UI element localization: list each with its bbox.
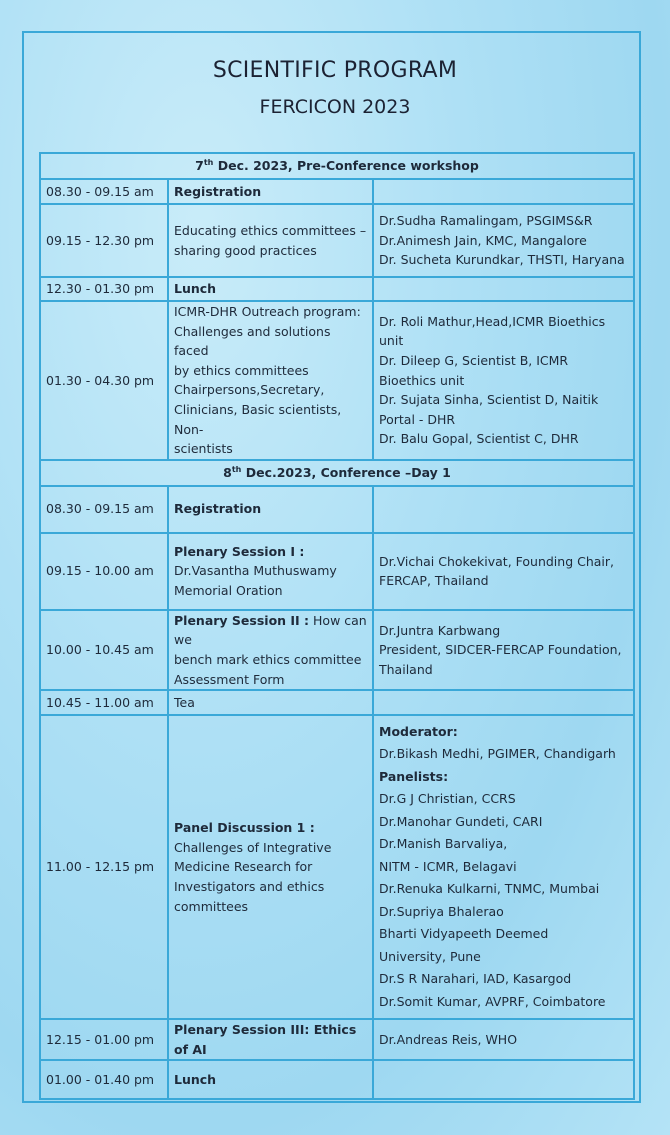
topic-line: Clinicians, Basic scientists, Non- [174, 401, 342, 437]
time-cell: 09.15 - 12.30 pm [40, 204, 168, 277]
speaker-line: Dr. Balu Gopal, Scientist C, DHR [379, 431, 579, 447]
topic-line: Challenges and solutions faced [174, 323, 331, 359]
topic-line: committees [174, 898, 249, 914]
speaker-cell [373, 301, 634, 460]
topic-cell: Plenary Session III: Ethics of AI [168, 1019, 373, 1060]
speaker-cell [373, 179, 634, 204]
speaker-cell [373, 277, 634, 301]
topic-line: Challenges of Integrative [174, 839, 332, 855]
panelist: Dr.Supriya Bhalerao [379, 903, 504, 919]
topic-line: sharing good practices [174, 242, 317, 258]
table-row [40, 179, 634, 204]
speaker-line: Dr. Dileep G, Scientist B, ICMR [379, 352, 569, 368]
topic-cell [168, 610, 373, 690]
moderator-label: Moderator: [379, 723, 458, 739]
section-label: Dec.2023, Conference –Day 1 [241, 464, 451, 480]
topic-cell [168, 301, 373, 460]
table-row [40, 715, 634, 1019]
page-title: SCIENTIFIC PROGRAM [212, 58, 458, 83]
panelist: Dr.G J Christian, CCRS [379, 791, 516, 807]
speaker-line: President, SIDCER-FERCAP Foundation, [379, 642, 622, 658]
topic-line: scientists [174, 441, 233, 457]
panelist: Dr.Manish Barvaliya, [379, 836, 508, 852]
speaker-line: Dr. Sujata Sinha, Scientist D, Naitik [379, 392, 599, 408]
topic-line: Medicine Research for [174, 859, 313, 875]
topic-cell [168, 204, 373, 277]
section-title [40, 153, 634, 179]
time-cell: 01.00 - 01.40 pm [40, 1060, 168, 1099]
time-cell: 10.00 - 10.45 am [40, 610, 168, 690]
topic-line: Assessment Form [174, 671, 285, 687]
panelist: Bharti Vidyapeeth Deemed [379, 926, 549, 942]
speaker-cell [373, 486, 634, 533]
topic-cell [168, 533, 373, 610]
time-cell: 11.00 - 12.15 pm [40, 715, 168, 1019]
topic-line: by ethics committees [174, 362, 309, 378]
topic-line: Educating ethics committees – [174, 222, 367, 238]
page-subtitle: FERCICON 2023 [259, 96, 411, 118]
speaker-cell [373, 610, 634, 690]
table-row [40, 277, 634, 301]
panelist: Dr.Renuka Kulkarni, TNMC, Mumbai [379, 881, 600, 897]
speaker-line: Thailand [379, 661, 433, 677]
section-day-suffix: th [231, 464, 242, 474]
table-row [40, 533, 634, 610]
speaker-line: Portal - DHR [379, 411, 456, 427]
section-title [40, 460, 634, 486]
speaker-cell: Dr.Andreas Reis, WHO [373, 1019, 634, 1060]
table-row [40, 301, 634, 460]
topic-line: Memorial Oration [174, 583, 283, 599]
speaker-line: Dr.Sudha Ramalingam, PSGIMS&R [379, 213, 593, 229]
panelist: Dr.S R Narahari, IAD, Kasargod [379, 971, 572, 987]
speaker-cell [373, 1060, 634, 1099]
time-cell: 08.30 - 09.15 am [40, 179, 168, 204]
speaker-cell [373, 533, 634, 610]
panelist: Dr.Somit Kumar, AVPRF, Coimbatore [379, 993, 606, 1009]
speaker-line: Dr. Roli Mathur,Head,ICMR Bioethics unit [379, 313, 606, 349]
topic-line: Chairpersons,Secretary, [174, 382, 325, 398]
topic-cell: Registration [168, 486, 373, 533]
time-cell: 10.45 - 11.00 am [40, 690, 168, 715]
topic-line: bench mark ethics committee [174, 651, 362, 667]
section-day-suffix: th [203, 158, 214, 168]
section-header-day-1 [40, 460, 634, 486]
time-cell: 09.15 - 10.00 am [40, 533, 168, 610]
speaker-line: FERCAP, Thailand [379, 573, 489, 589]
topic-line-first [174, 611, 367, 650]
topic-cell: Lunch [168, 1060, 373, 1099]
session-title: Plenary Session I : [174, 543, 305, 559]
table-row [40, 204, 634, 277]
speaker-line: Bioethics unit [379, 372, 465, 388]
panelists-label: Panelists: [379, 768, 449, 784]
panelist: NITM - ICMR, Belagavi [379, 858, 517, 874]
speaker-cell [373, 715, 634, 1019]
session-title: Panel Discussion 1 : [174, 820, 315, 836]
time-cell: 01.30 - 04.30 pm [40, 301, 168, 460]
table-row [40, 1019, 634, 1060]
speaker-cell [373, 204, 634, 277]
topic-cell: Tea [168, 690, 373, 715]
topic-inline: How can we [174, 612, 367, 648]
speaker-cell [373, 690, 634, 715]
topic-line: Dr.Vasantha Muthuswamy [174, 563, 337, 579]
section-header-pre-conference [40, 153, 634, 179]
panelist: Dr.Manohar Gundeti, CARI [379, 813, 543, 829]
speaker-line: Dr. Sucheta Kurundkar, THSTI, Haryana [379, 252, 625, 268]
program-table [39, 152, 635, 1100]
topic-cell: Lunch [168, 277, 373, 301]
session-title: Plenary Session II : [174, 612, 310, 628]
section-day: 8 [223, 464, 232, 480]
speaker-line: Dr.Juntra Karbwang [379, 622, 501, 638]
table-row [40, 1060, 634, 1099]
moderator-name: Dr.Bikash Medhi, PGIMER, Chandigarh [379, 746, 616, 762]
panelist: University, Pune [379, 948, 481, 964]
topic-cell: Registration [168, 179, 373, 204]
topic-line: Investigators and ethics [174, 878, 325, 894]
topic-cell [168, 715, 373, 1019]
section-day: 7 [195, 158, 204, 174]
table-row [40, 610, 634, 690]
table-row [40, 486, 634, 533]
time-cell: 08.30 - 09.15 am [40, 486, 168, 533]
speaker-line: Dr.Vichai Chokekivat, Founding Chair, [379, 553, 615, 569]
topic-line: ICMR-DHR Outreach program: [174, 304, 361, 319]
time-cell: 12.15 - 01.00 pm [40, 1019, 168, 1060]
section-label: Dec. 2023, Pre-Conference workshop [213, 158, 479, 174]
table-row [40, 690, 634, 715]
speaker-line: Dr.Animesh Jain, KMC, Mangalore [379, 232, 587, 248]
time-cell: 12.30 - 01.30 pm [40, 277, 168, 301]
